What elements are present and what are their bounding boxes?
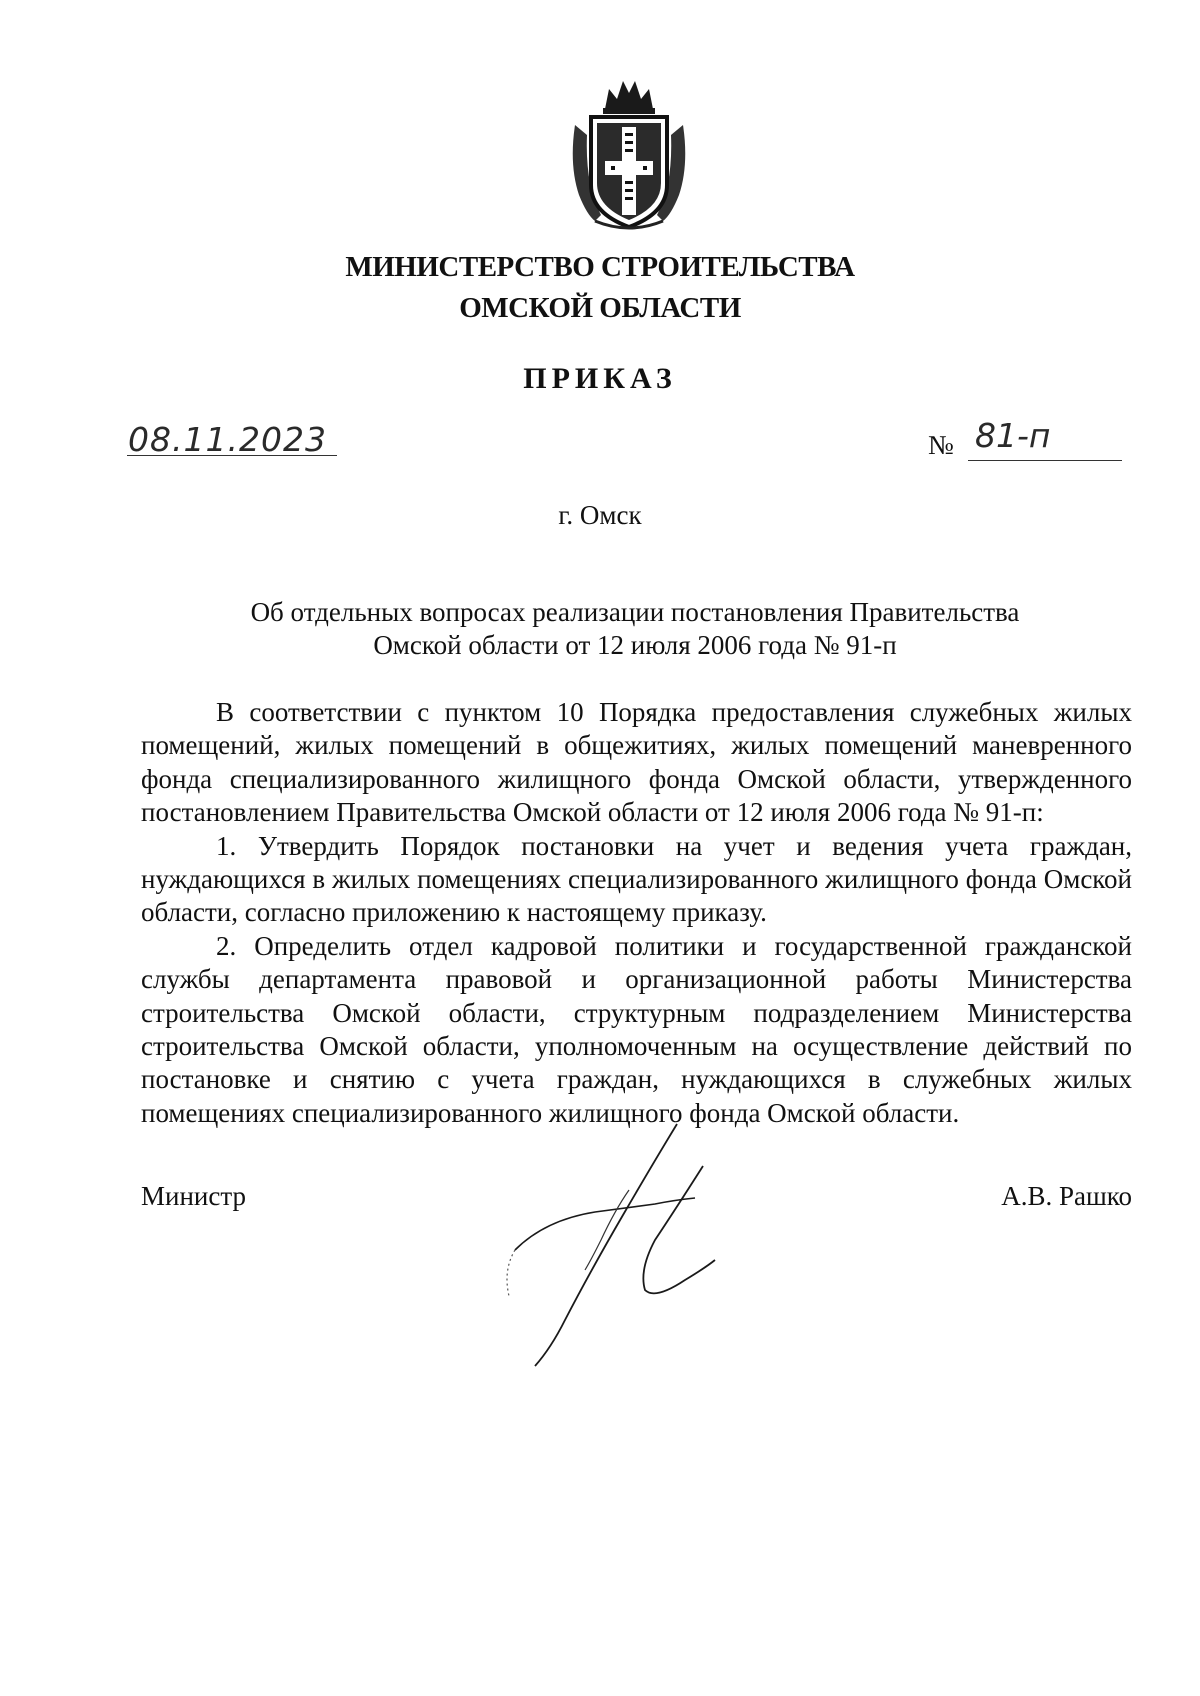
coat-of-arms-emblem — [565, 75, 693, 230]
date-underline — [127, 455, 337, 456]
document-body — [141, 696, 1132, 1130]
ministry-name-line2: ОМСКОЙ ОБЛАСТИ — [459, 292, 741, 324]
preamble-paragraph: В соответствии с пунктом 10 Порядка предоставления служебных жилых помещений, жилых помещений в общежитиях, жилых помещений маневренного фонда специализированного жилищного фонда Омской области, утвержденного постановлением Правительства Омской области от 12 июля 2006 года № 91-п: — [141, 697, 1132, 828]
ministry-name-line1: МИНИСТЕРСТВО СТРОИТЕЛЬСТВА — [345, 251, 855, 283]
handwritten-signature — [505, 1120, 795, 1390]
handwritten-number: 81-п — [975, 416, 1051, 455]
item-1-paragraph: 1. Утвердить Порядок постановки на учет и ведения учета граждан, нуждающихся в жилых помещениях специализированного жилищного фонда Омской области, согласно приложению к настоящему приказу. — [141, 830, 1132, 928]
item-2-paragraph: 2. Определить отдел кадровой политики и государственной гражданской службы департамента правовой и организационной работы Министерства строительства Омской области, структурным подразделением Министерства строительства Омской области, уполномоченным на осуществление действий по постановке и снятию с учета граждан, нуждающихся в служебных жилых помещениях специализированного жилищного фонда Омской области. — [141, 930, 1132, 1128]
subject-line1: Об отдельных вопросах реализации постановления Правительства — [250, 597, 1020, 627]
document-type-title: ПРИКАЗ — [523, 362, 677, 395]
handwritten-date: 08.11.2023 — [128, 420, 327, 459]
number-sign: № — [928, 430, 954, 460]
signer-title: Министр — [141, 1181, 246, 1211]
signer-name: А.В. Рашко — [1001, 1181, 1132, 1211]
issue-city: г. Омск — [558, 500, 642, 530]
subject-line2: Омской области от 12 июля 2006 года № 91-п — [373, 630, 897, 660]
number-underline — [968, 460, 1122, 461]
